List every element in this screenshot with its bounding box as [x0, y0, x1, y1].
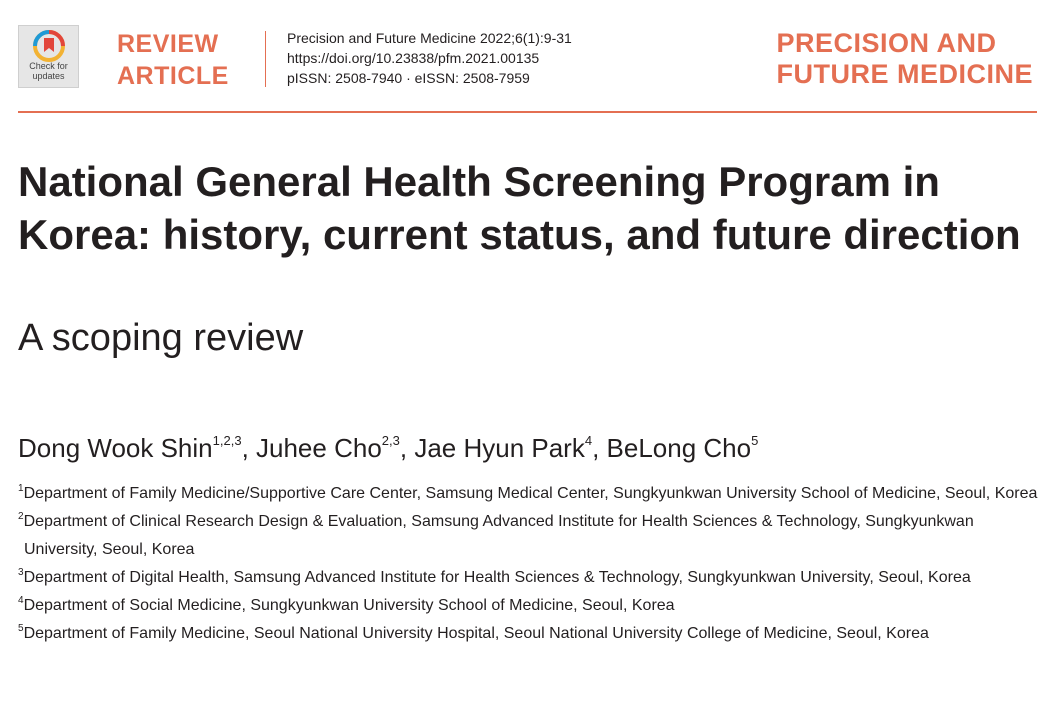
badge-label-line1: Check for — [29, 61, 68, 71]
article-subtitle: A scoping review — [18, 317, 304, 359]
article-type-line1: REVIEW — [117, 30, 219, 58]
author-affiliation-marker: 1,2,3 — [212, 433, 242, 448]
affiliation-text: Department of Clinical Research Design & Evaluation, Samsung Advanced Institute for Health Sciences & Technology, Sungkyunkwan University, Seoul, Korea — [23, 513, 974, 558]
affiliation-text: Department of Social Medicine, Sungkyunkwan University School of Medicine, Seoul, Korea — [23, 597, 675, 614]
journal-logo-line2: FUTURE MEDICINE — [776, 59, 1033, 89]
badge-label — [19, 61, 78, 81]
author-list — [18, 428, 758, 468]
author-name: Dong Wook Shin — [18, 433, 213, 463]
check-for-updates-icon — [33, 30, 65, 62]
doi-link[interactable]: https://doi.org/10.23838/pfm.2021.00135 — [287, 50, 540, 66]
affiliation-number: 3 — [18, 567, 24, 578]
author[interactable] — [18, 433, 242, 463]
author-affiliation-marker: 4 — [584, 433, 593, 448]
affiliation-number: 5 — [18, 623, 24, 634]
author-separator: , — [592, 433, 607, 463]
affiliation-number: 1 — [18, 483, 24, 494]
author[interactable] — [414, 433, 592, 463]
affiliation-item — [18, 592, 1048, 620]
affiliation-text: Department of Digital Health, Samsung Advanced Institute for Health Sciences & Technology, Sungkyunkwan University, Seoul, Korea — [23, 569, 971, 586]
author[interactable] — [607, 433, 759, 463]
article-header — [0, 0, 1063, 112]
author-affiliation-marker: 2,3 — [381, 433, 400, 448]
author-separator: , — [241, 433, 257, 463]
article-type-line2: ARTICLE — [117, 62, 229, 90]
author-separator: , — [399, 433, 415, 463]
author-name: BeLong Cho — [606, 433, 752, 463]
journal-reference: Precision and Future Medicine 2022;6(1):9-31 — [287, 30, 572, 46]
header-rule — [18, 111, 1037, 113]
affiliation-item — [18, 480, 1048, 508]
affiliation-item — [18, 564, 1048, 592]
affiliation-text: Department of Family Medicine, Seoul National University Hospital, Seoul National University College of Medicine, Seoul, Korea — [23, 625, 929, 642]
author-affiliation-marker: 5 — [751, 433, 759, 448]
affiliation-list — [18, 480, 1048, 648]
article-title: National General Health Screening Program in Korea: history, current status, and future direction — [18, 158, 1021, 258]
affiliation-text: Department of Family Medicine/Supportive Care Center, Samsung Medical Center, Sungkyunkwan University School of Medicine, Seoul, Korea — [23, 485, 1038, 502]
affiliation-number: 4 — [18, 595, 24, 606]
journal-logo — [777, 28, 1034, 90]
journal-logo-line1: PRECISION AND — [776, 28, 997, 58]
author[interactable] — [256, 433, 400, 463]
check-for-updates-badge[interactable] — [18, 25, 79, 88]
citation-block — [287, 28, 572, 88]
article-type-label — [117, 28, 257, 92]
badge-label-line2: updates — [32, 71, 65, 81]
author-name: Juhee Cho — [256, 433, 382, 463]
affiliation-number: 2 — [18, 511, 24, 522]
affiliation-item — [18, 620, 1048, 648]
header-divider — [265, 31, 266, 87]
issn-info: pISSN: 2508-7940 · eISSN: 2508-7959 — [287, 70, 530, 86]
affiliation-item — [18, 508, 1048, 564]
author-name: Jae Hyun Park — [414, 433, 585, 463]
